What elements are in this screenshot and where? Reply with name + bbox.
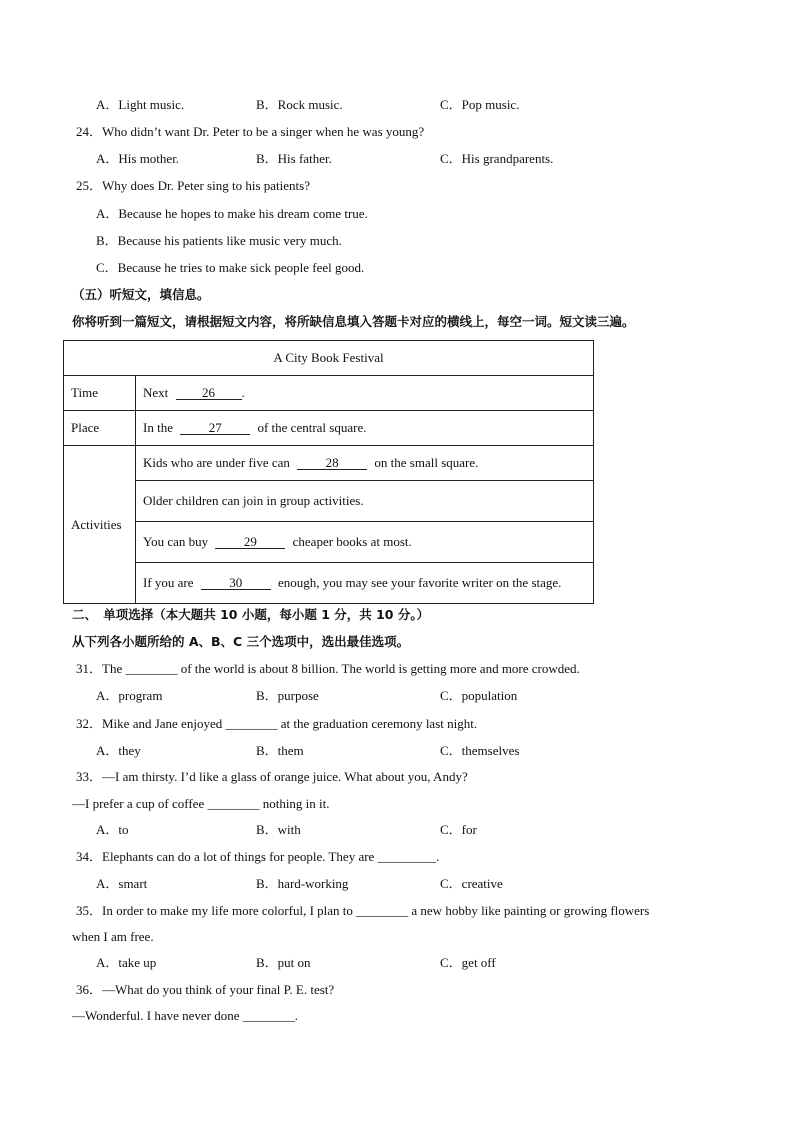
q33-option-c: C．for [440, 822, 477, 837]
q31-option-c: C．population [440, 688, 518, 703]
q33-question: 33．—I am thirsty. I’d like a glass of orange juice. What about you, Andy? [76, 769, 468, 784]
blank-30: 30 [201, 576, 271, 590]
q24-option-b: B．His father. [256, 151, 332, 166]
place-cell [136, 411, 594, 446]
q24-option-a: A．His mother. [96, 151, 180, 166]
q36-question: 36．—What do you think of your final P. E. test? [76, 982, 335, 997]
blank-29: 29 [215, 535, 285, 549]
q23-option-a: A．Light music. [96, 97, 185, 112]
q24-option-c: C．His grandparents. [440, 151, 554, 166]
q33-option-a: A．to [96, 822, 129, 837]
section5-instruction: 你将听到一篇短文，请根据短文内容，将所缺信息填入答题卡对应的横线上，每空一词。短文读三遍。 [72, 314, 635, 329]
blank-28: 28 [297, 456, 367, 470]
q25-question: 25．Why does Dr. Peter sing to his patients? [76, 178, 310, 193]
blank-26: 26 [176, 386, 242, 400]
q23-option-b: B．Rock music. [256, 97, 343, 112]
activity-1 [136, 446, 594, 481]
q34-option-c: C．creative [440, 876, 503, 891]
q33-option-b: B．with [256, 822, 301, 837]
section2-instruction: 从下列各小题所给的 A、B、C 三个选项中，选出最佳选项。 [72, 634, 410, 649]
table-title: A City Book Festival [64, 341, 594, 376]
q31-question: 31．The ________ of the world is about 8 billion. The world is getting more and more crowded. [76, 661, 580, 676]
festival-table [63, 340, 594, 604]
q32-option-b: B．them [256, 743, 304, 758]
act3-post: cheaper books at most. [292, 534, 412, 549]
place-pre: In the [143, 420, 173, 435]
q25-option-a: A．Because he hopes to make his dream come true. [96, 206, 368, 221]
q32-option-c: C．themselves [440, 743, 520, 758]
activity-4 [136, 563, 594, 604]
act1-post: on the small square. [374, 455, 479, 470]
q36-line2: —Wonderful. I have never done ________. [72, 1008, 299, 1023]
act1-pre: Kids who are under five can [143, 455, 290, 470]
act4-pre: If you are [143, 575, 194, 590]
q35-line2: when I am free. [72, 929, 154, 944]
q25-option-c: C．Because he tries to make sick people feel good. [96, 260, 365, 275]
q24-question: 24．Who didn’t want Dr. Peter to be a singer when he was young? [76, 124, 425, 139]
time-post: . [241, 385, 245, 400]
activity-3 [136, 522, 594, 563]
q35-option-b: B．put on [256, 955, 311, 970]
q32-option-a: A．they [96, 743, 141, 758]
q23-option-c: C．Pop music. [440, 97, 520, 112]
blank-27: 27 [180, 421, 250, 435]
q31-option-a: A．program [96, 688, 163, 703]
time-cell [136, 376, 594, 411]
q32-question: 32．Mike and Jane enjoyed ________ at the graduation ceremony last night. [76, 716, 478, 731]
q34-question: 34．Elephants can do a lot of things for people. They are _________. [76, 849, 440, 864]
q33-line2: —I prefer a cup of coffee ________ nothing in it. [72, 796, 330, 811]
activity-2: Older children can join in group activities. [136, 481, 594, 522]
q34-option-a: A．smart [96, 876, 148, 891]
act3-pre: You can buy [143, 534, 209, 549]
q34-option-b: B．hard-working [256, 876, 349, 891]
q31-option-b: B．purpose [256, 688, 319, 703]
q35-option-a: A．take up [96, 955, 157, 970]
section2-title: 二、 单项选择（本大题共 10 小题，每小题 1 分，共 10 分。） [72, 607, 430, 622]
q35-option-c: C．get off [440, 955, 496, 970]
time-pre: Next [143, 385, 169, 400]
section5-title: （五）听短文，填信息。 [72, 287, 210, 302]
place-post: of the central square. [257, 420, 367, 435]
activities-label: Activities [64, 446, 136, 604]
act4-post: enough, you may see your favorite writer on the stage. [278, 575, 562, 590]
q25-option-b: B．Because his patients like music very much. [96, 233, 342, 248]
place-label: Place [64, 411, 136, 446]
q35-question: 35．In order to make my life more colorful, I plan to ________ a new hobby like painting or growing flowers [76, 903, 650, 918]
time-label: Time [64, 376, 136, 411]
